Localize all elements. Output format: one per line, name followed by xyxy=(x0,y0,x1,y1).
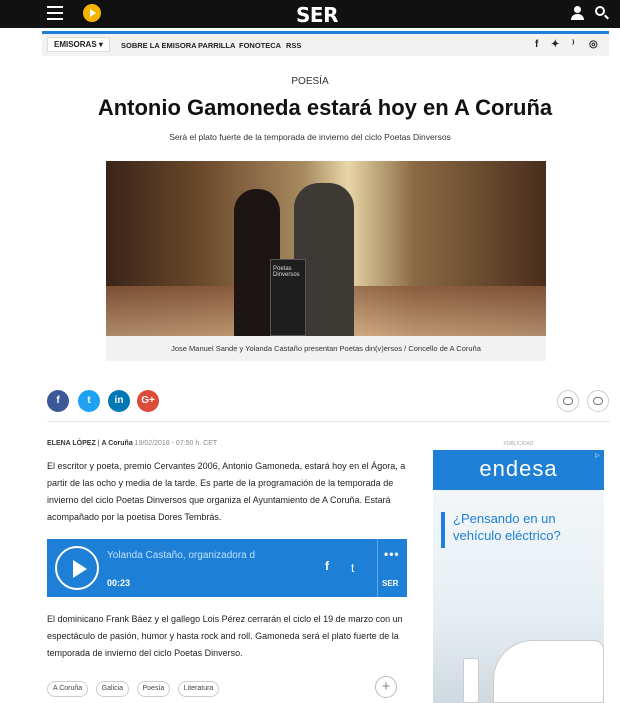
location: A Coruña xyxy=(101,440,133,447)
share-googleplus-button[interactable]: G+ xyxy=(137,390,159,412)
top-bar xyxy=(0,0,620,28)
share-linkedin-button[interactable]: in xyxy=(108,390,130,412)
nav-link-sobre-la-emisora[interactable]: SOBRE LA EMISORA xyxy=(121,41,197,50)
article-headline: Antonio Gamoneda estará hoy en A Coruña xyxy=(97,95,553,120)
byline: ELENA LÓPEZ | A Coruña 19/02/2018 - 07:50 h. CET xyxy=(47,440,218,447)
car-image xyxy=(493,640,604,703)
menu-icon[interactable] xyxy=(47,6,63,20)
comment-icon xyxy=(563,397,573,405)
audio-time: 00:23 xyxy=(107,578,131,588)
tag-list xyxy=(47,677,222,697)
article-paragraph-1: El escritor y poeta, premio Cervantes 2006, Antonio Gamoneda, estará hoy en el Ágora, a partir de las ocho y media de la tarde. Es parte de la programación de la temporada de invierno del ciclo Poetas Dinversos que organiza el Ayuntamiento de A Coruña. Estará acompañado por la poetisa Dores Tembrás. xyxy=(47,461,406,522)
audio-player xyxy=(47,539,407,597)
emisoras-dropdown[interactable]: EMISORAS ▾ xyxy=(47,37,110,52)
charger-image xyxy=(463,658,479,703)
more-options-icon[interactable]: ••• xyxy=(384,547,400,561)
player-facebook-icon[interactable]: f xyxy=(325,559,329,573)
section-label[interactable]: POESÍA xyxy=(291,76,329,87)
tag-literatura[interactable]: Literatura xyxy=(178,681,220,697)
comment-button[interactable] xyxy=(557,390,579,412)
search-icon[interactable] xyxy=(595,6,609,20)
live-radio-play-icon[interactable] xyxy=(83,4,101,22)
mail-icon xyxy=(593,397,603,405)
author-name[interactable]: ELENA LÓPEZ xyxy=(47,440,96,447)
ad-choices-icon[interactable]: ▷ xyxy=(595,453,600,459)
audio-play-button[interactable] xyxy=(55,546,99,590)
article-paragraph-2: El dominicano Frank Báez y el gallego Lois Pérez cerrarán el ciclo el 19 de marzo con un espectáculo de pasión, humor y hasta rock and roll. Gamoneda será el plato fuerte de la temporada de invierno del ciclo Poetas Dinverso. xyxy=(47,614,403,658)
ad-label: PUBLICIDAD xyxy=(503,441,534,447)
ad-copy: ¿Pensando en un vehículo eléctrico? xyxy=(453,511,561,543)
station-subnav xyxy=(42,31,609,56)
tag-poesia[interactable]: Poesía xyxy=(137,681,171,697)
article-subtitle: Será el plato fuerte de la temporada de invierno del ciclo Poetas Dinversos xyxy=(169,132,451,142)
endesa-ad[interactable] xyxy=(433,450,604,703)
share-facebook-button[interactable]: f xyxy=(47,390,69,412)
article-photo[interactable] xyxy=(106,161,546,336)
poster: Poetas Dinversos xyxy=(270,259,306,336)
player-twitter-icon[interactable]: t xyxy=(351,561,355,575)
user-icon[interactable] xyxy=(571,6,583,20)
audio-title: Yolanda Castaño, organizadora d xyxy=(107,550,256,561)
plus-icon[interactable]: + xyxy=(375,676,397,698)
nav-link-rss[interactable]: RSS xyxy=(286,41,302,50)
tag-galicia[interactable]: Galicia xyxy=(96,681,129,697)
player-ser-logo: SER xyxy=(382,579,399,588)
photo-caption: Jose Manuel Sande y Yolanda Castaño presentan Poetas din(v)ersos / Concello de A Coruña xyxy=(106,336,546,361)
endesa-logo: endesa xyxy=(479,456,558,481)
nav-link-fonoteca[interactable]: FONOTECA xyxy=(239,41,282,50)
podcast-icon[interactable]: ◎ xyxy=(589,39,598,50)
twitter-icon[interactable]: ✦ xyxy=(551,39,560,50)
nav-link-parrilla[interactable]: PARRILLA xyxy=(198,41,236,50)
share-twitter-button[interactable]: t xyxy=(78,390,100,412)
rss-icon[interactable]: ⁾ xyxy=(572,39,575,50)
facebook-icon[interactable]: f xyxy=(535,39,539,50)
divider xyxy=(47,421,610,422)
tag-a-coruna[interactable]: A Coruña xyxy=(47,681,88,697)
timezone: CET xyxy=(203,440,218,447)
ser-logo[interactable]: SER xyxy=(296,3,338,27)
email-button[interactable] xyxy=(587,390,609,412)
publish-date: 19/02/2018 - 07:50 h. xyxy=(134,440,202,447)
